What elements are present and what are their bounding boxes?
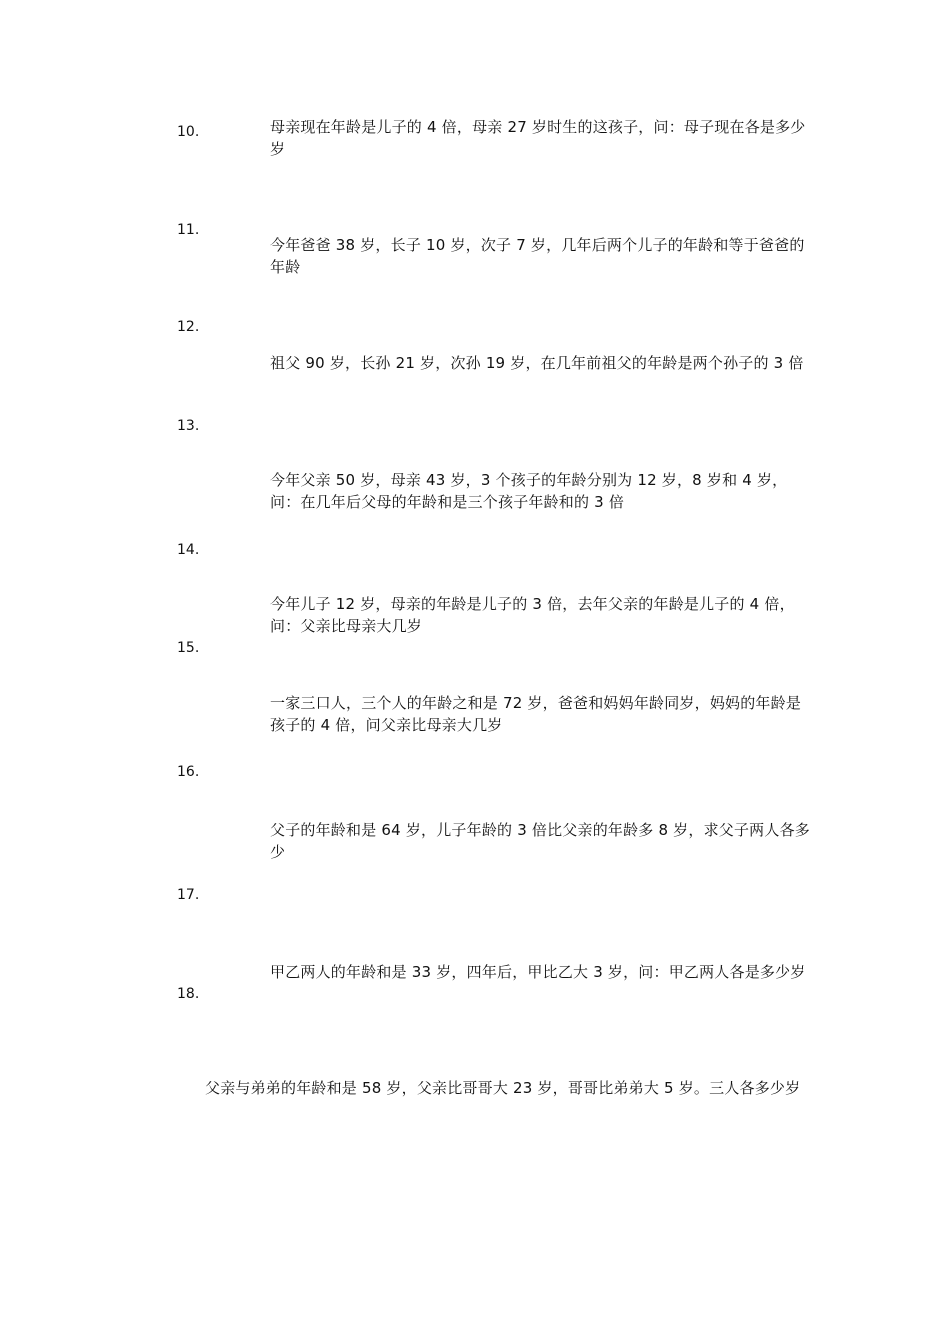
question-text: 父子的年龄和是 64 岁，儿子年龄的 3 倍比父亲的年龄多 8 岁，求父子两人各多少 — [270, 821, 810, 861]
question-number: 17. — [177, 887, 200, 903]
question-number: 14. — [177, 542, 200, 558]
question-number: 12. — [177, 319, 200, 335]
question-text: 今年爸爸 38 岁，长子 10 岁，次子 7 岁，几年后两个儿子的年龄和等于爸爸的年龄 — [270, 236, 805, 276]
question-number: 15. — [177, 640, 200, 656]
question-text: 今年儿子 12 岁，母亲的年龄是儿子的 3 倍，去年父亲的年龄是儿子的 4 倍，问：父亲比母亲大几岁 — [270, 595, 795, 635]
question-text: 母亲现在年龄是儿子的 4 倍，母亲 27 岁时生的这孩子，问：母子现在各是多少岁 — [270, 118, 806, 158]
question-number: 10. — [177, 124, 200, 140]
question-text: 一家三口人，三个人的年龄之和是 72 岁，爸爸和妈妈年龄同岁，妈妈的年龄是孩子的 4 倍，问父亲比母亲大几岁 — [270, 694, 802, 734]
question-number: 18. — [177, 986, 200, 1002]
question-text: 甲乙两人的年龄和是 33 岁，四年后，甲比乙大 3 岁，问：甲乙两人各是多少岁 — [270, 963, 806, 981]
question-text: 今年父亲 50 岁，母亲 43 岁，3 个孩子的年龄分别为 12 岁，8 岁和 4 岁，问：在几年后父母的年龄和是三个孩子年龄和的 3 倍 — [270, 471, 788, 511]
question-text: 父亲与弟弟的年龄和是 58 岁，父亲比哥哥大 23 岁，哥哥比弟弟大 5 岁。三人各多少岁 — [205, 1079, 801, 1097]
question-text: 祖父 90 岁，长孙 21 岁，次孙 19 岁，在几年前祖父的年龄是两个孙子的 3 倍 — [270, 354, 804, 372]
question-number: 16. — [177, 764, 200, 780]
question-number: 11. — [177, 222, 200, 238]
question-number: 13. — [177, 418, 200, 434]
